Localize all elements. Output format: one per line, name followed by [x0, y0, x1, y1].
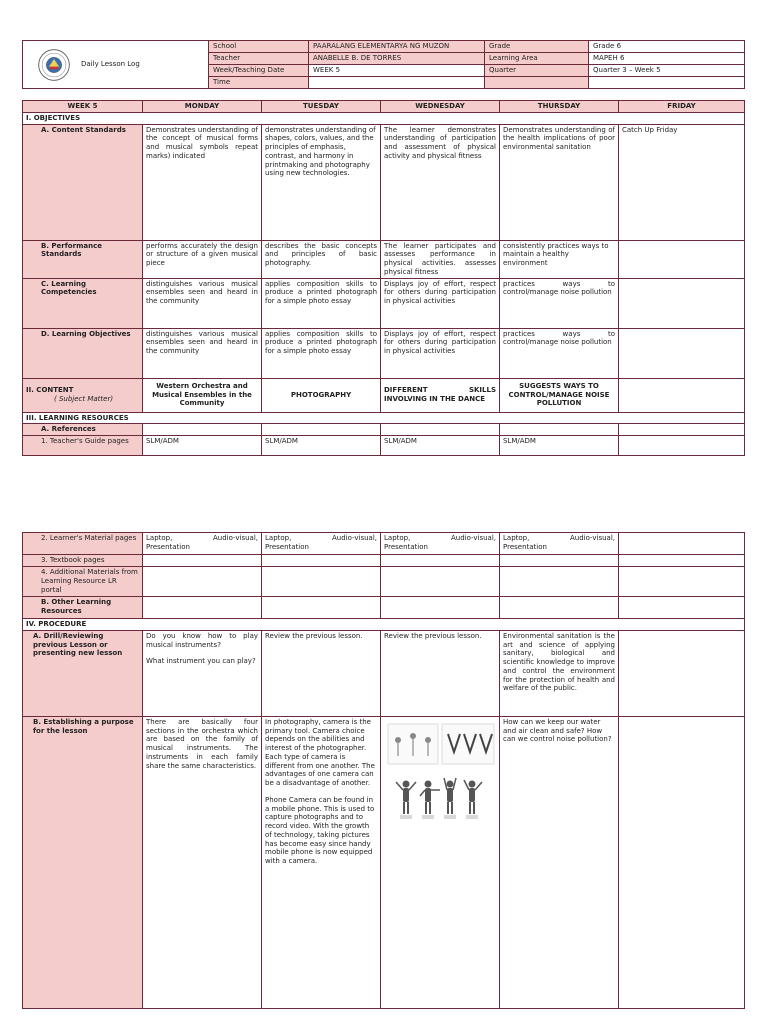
- col-wednesday: WEDNESDAY: [381, 101, 500, 113]
- learners-material-mon: Laptop, Audio-visual, Presentation: [143, 533, 262, 555]
- references-wed: [381, 424, 500, 436]
- references-tue: [262, 424, 381, 436]
- lesson-table-part1: [22, 100, 745, 456]
- drill-thu: Environmental sanitation is the art and science of applying sanitary, biological and scientific knowledge to improve and control the environment for the protection of health and welfare of the public.: [500, 630, 619, 716]
- content-mon: Western Orchestra and Musical Ensembles in the Community: [143, 378, 262, 412]
- content-standards-label: A. Content Standards: [23, 124, 143, 240]
- additional-wed: [381, 567, 500, 597]
- drill-mon-cell: [143, 630, 262, 716]
- content-standards-thu: Demonstrates understanding of the health implications of poor environmental sanitation: [500, 124, 619, 240]
- textbook-label: 3. Textbook pages: [23, 555, 143, 567]
- references-thu: [500, 424, 619, 436]
- learning-competencies-tue: applies composition skills to produce a printed photograph for a simple photo essay: [262, 278, 381, 328]
- teacher-label: Teacher: [209, 53, 309, 65]
- blank-label: [485, 77, 589, 89]
- purpose-wed: [381, 716, 500, 1008]
- drill-wed: Review the previous lesson.: [381, 630, 500, 716]
- learning-objectives-mon: distinguishes various musical ensembles seen and heard in the community: [143, 328, 262, 378]
- other-tue: [262, 597, 381, 619]
- drill-tue: Review the previous lesson.: [262, 630, 381, 716]
- drill-fri: [619, 630, 745, 716]
- school-value: PAARALANG ELEMENTARYA NG MUZON: [309, 41, 485, 53]
- performance-standards-mon: performs accurately the design or structure of a given musical piece: [143, 240, 262, 278]
- header-table: [22, 40, 745, 89]
- other-thu: [500, 597, 619, 619]
- learning-objectives-wed: Displays joy of effort, respect for others during participation in physical activities: [381, 328, 500, 378]
- grade-label: Grade: [485, 41, 589, 53]
- textbook-wed: [381, 555, 500, 567]
- references-mon: [143, 424, 262, 436]
- learning-competencies-thu: practices ways to control/manage noise pollution: [500, 278, 619, 328]
- textbook-thu: [500, 555, 619, 567]
- learners-material-wed: Laptop, Audio-visual, Presentation: [381, 533, 500, 555]
- col-thursday: THURSDAY: [500, 101, 619, 113]
- content-wed: DIFFERENT SKILLS INVOLVING IN THE DANCE: [381, 378, 500, 412]
- objectives-heading: I. OBJECTIVES: [23, 112, 745, 124]
- time-label: Time: [209, 77, 309, 89]
- additional-tue: [262, 567, 381, 597]
- purpose-tue-para1: In photography, camera is the primary tool. Camera choice depends on the abilities and interest of the photographer. Each type of camera is different from one another. The advantages of one camera can be a disadvantage of another.: [265, 717, 375, 787]
- drill-mon-question1: Do you know how to play musical instruments?: [146, 631, 258, 649]
- textbook-tue: [262, 555, 381, 567]
- content-standards-mon: Demonstrates understanding of the concept of musical forms and musical symbols repeat marks) indicated: [143, 124, 262, 240]
- drill-mon-question2: What instrument you can play?: [146, 657, 256, 666]
- learning-area-value: MAPEH 6: [589, 53, 745, 65]
- teachers-guide-label: 1. Teacher's Guide pages: [23, 436, 143, 456]
- textbook-fri: [619, 555, 745, 567]
- teacher-value: ANABELLE B. DE TORRES: [309, 53, 485, 65]
- purpose-fri: [619, 716, 745, 1008]
- grade-value: Grade 6: [589, 41, 745, 53]
- learning-objectives-label: D. Learning Objectives: [23, 328, 143, 378]
- col-tuesday: TUESDAY: [262, 101, 381, 113]
- time-value: [309, 77, 485, 89]
- content-sublabel: ( Subject Matter): [54, 395, 114, 403]
- procedure-heading: IV. PROCEDURE: [23, 619, 745, 631]
- quarter-value: Quarter 3 – Week 5: [589, 65, 745, 77]
- additional-thu: [500, 567, 619, 597]
- learning-competencies-mon: distinguishes various musical ensembles seen and heard in the community: [143, 278, 262, 328]
- performance-standards-label: B. Performance Standards: [23, 240, 143, 278]
- quarter-label: Quarter: [485, 65, 589, 77]
- teachers-guide-wed: SLM/ADM: [381, 436, 500, 456]
- learners-material-thu: Laptop, Audio-visual, Presentation: [500, 533, 619, 555]
- content-standards-fri: Catch Up Friday: [619, 124, 745, 240]
- dance-illustration: [386, 722, 496, 832]
- content-label-cell: [23, 378, 143, 412]
- references-fri: [619, 424, 745, 436]
- additional-materials-label: 4. Additional Materials from Learning Resource LR portal: [23, 567, 143, 597]
- col-week: WEEK 5: [23, 101, 143, 113]
- content-standards-wed: The learner demonstrates understanding of participation and assessment of physical activity and physical fitness: [381, 124, 500, 240]
- drill-label: A. Drill/Reviewing previous Lesson or presenting new lesson: [23, 630, 143, 716]
- learners-material-label: 2. Learner's Material pages: [23, 533, 143, 555]
- purpose-thu: How can we keep our water and air clean and safe? How can we control noise pollution?: [500, 716, 619, 1008]
- other-mon: [143, 597, 262, 619]
- learners-material-fri: [619, 533, 745, 555]
- learners-material-tue: Laptop, Audio-visual, Presentation: [262, 533, 381, 555]
- purpose-mon: There are basically four sections in the orchestra which are based on the family of musical instruments. The instruments in each family share the same characteristics.: [143, 716, 262, 1008]
- logo-cell: [23, 41, 209, 89]
- teachers-guide-tue: SLM/ADM: [262, 436, 381, 456]
- content-standards-tue: demonstrates understanding of shapes, colors, values, and the principles of emphasis, contrast, and harmony in printmaking and photography using new technologies.: [262, 124, 381, 240]
- school-label: School: [209, 41, 309, 53]
- performance-standards-tue: describes the basic concepts and principles of basic photography.: [262, 240, 381, 278]
- document-title: Daily Lesson Log: [81, 60, 140, 69]
- week-date-label: Week/Teaching Date: [209, 65, 309, 77]
- performance-standards-wed: The learner participates and assesses performance in physical activities. assesses physical fitness: [381, 240, 500, 278]
- additional-fri: [619, 567, 745, 597]
- blank-value: [589, 77, 745, 89]
- performance-standards-thu: consistently practices ways to maintain a healthy environment: [500, 240, 619, 278]
- references-label: A. References: [23, 424, 143, 436]
- textbook-mon: [143, 555, 262, 567]
- learning-objectives-thu: practices ways to control/manage noise pollution: [500, 328, 619, 378]
- col-friday: FRIDAY: [619, 101, 745, 113]
- learning-competencies-fri: [619, 278, 745, 328]
- purpose-tue-cell: [262, 716, 381, 1008]
- lesson-table-part2: [22, 532, 745, 1009]
- deped-seal-icon: [37, 48, 71, 82]
- other-fri: [619, 597, 745, 619]
- content-tue: PHOTOGRAPHY: [262, 378, 381, 412]
- resources-heading: III. LEARNING RESOURCES: [23, 412, 745, 424]
- learning-objectives-fri: [619, 328, 745, 378]
- learning-objectives-tue: applies composition skills to produce a printed photograph for a simple photo essay: [262, 328, 381, 378]
- teachers-guide-fri: [619, 436, 745, 456]
- other-wed: [381, 597, 500, 619]
- purpose-tue-para2: Phone Camera can be found in a mobile phone. This is used to capture photographs and to record video. With the growth of technology, taking pictures has become easy since handy mobile phone is now equipped with a camera.: [265, 795, 375, 865]
- other-resources-label: B. Other Learning Resources: [23, 597, 143, 619]
- week-date-value: WEEK 5: [309, 65, 485, 77]
- additional-mon: [143, 567, 262, 597]
- col-monday: MONDAY: [143, 101, 262, 113]
- purpose-label: B. Establishing a purpose for the lesson: [23, 716, 143, 1008]
- learning-competencies-wed: Displays joy of effort, respect for others during participation in physical activities: [381, 278, 500, 328]
- content-thu: SUGGESTS WAYS TO CONTROL/MANAGE NOISE POLLUTION: [500, 378, 619, 412]
- learning-area-label: Learning Area: [485, 53, 589, 65]
- teachers-guide-mon: SLM/ADM: [143, 436, 262, 456]
- content-fri: [619, 378, 745, 412]
- content-label: II. CONTENT: [26, 386, 74, 395]
- performance-standards-fri: [619, 240, 745, 278]
- learning-competencies-label: C. Learning Competencies: [23, 278, 143, 328]
- teachers-guide-thu: SLM/ADM: [500, 436, 619, 456]
